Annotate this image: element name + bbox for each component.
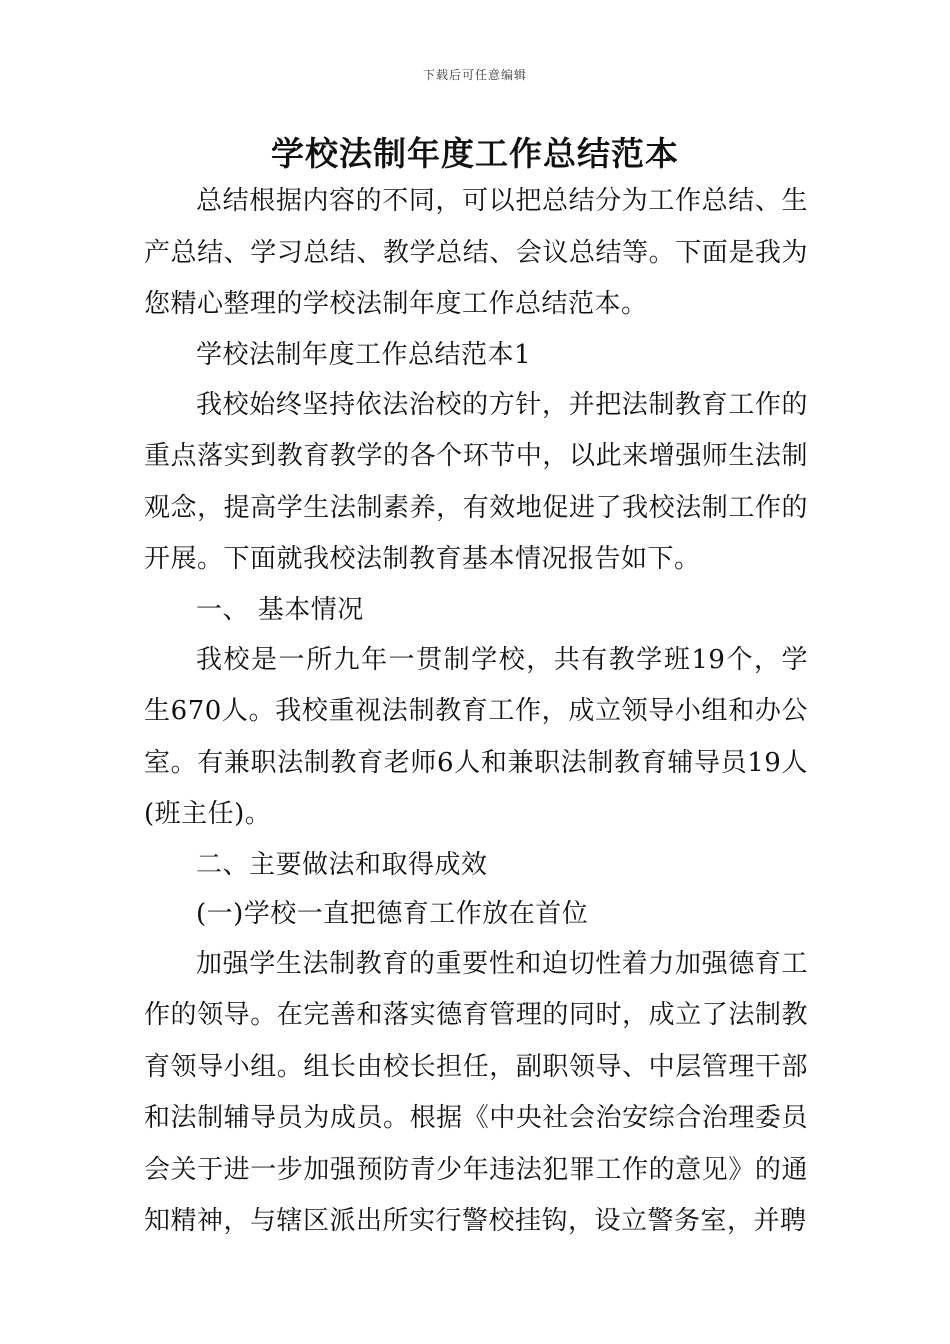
heading-main-practices: 二、主要做法和取得成效 [196, 849, 488, 880]
heading-basic-situation: 一、 基本情况 [196, 594, 364, 625]
section-title-sample-1: 学校法制年度工作总结范本1 [196, 339, 532, 370]
paragraph-moral-education: 加强学生法制教育的重要性和迫切性着力加强德育工作的领导。在完善和落实德育管理的同时，成立了法制教育领导小组。组长由校长担任，副职领导、中层管理干部和法制辅导员为成员。根据《中央社会治安综合治理委员会关于进一步加强预防青少年违法犯罪工作的意见》的通知精神，与辖区派出所实行警校挂钩，设立警务室，并聘 [144, 948, 808, 1236]
subheading-moral-education: (一)学校一直把德育工作放在首位 [196, 898, 589, 929]
paragraph-intro: 总结根据内容的不同，可以把总结分为工作总结、生产总结、学习总结、教学总结、会议总结等。下面是我为您精心整理的学校法制年度工作总结范本。 [144, 186, 808, 319]
document-body [144, 176, 808, 1248]
document-title: 学校法制年度工作总结范本 [271, 134, 679, 173]
header-note: 下载后可任意编辑 [422, 68, 527, 82]
paragraph-basic-situation: 我校是一所九年一贯制学校，共有教学班19个，学生670人。我校重视法制教育工作，成立领导小组和办公室。有兼职法制教育老师6人和兼职法制教育辅导员19人(班主任)。 [144, 644, 808, 829]
paragraph-overview: 我校始终坚持依法治校的方针，并把法制教育工作的重点落实到教育教学的各个环节中，以此来增强师生法制观念，提高学生法制素养，有效地促进了我校法制工作的开展。下面就我校法制教育基本情况报告如下。 [144, 389, 808, 574]
